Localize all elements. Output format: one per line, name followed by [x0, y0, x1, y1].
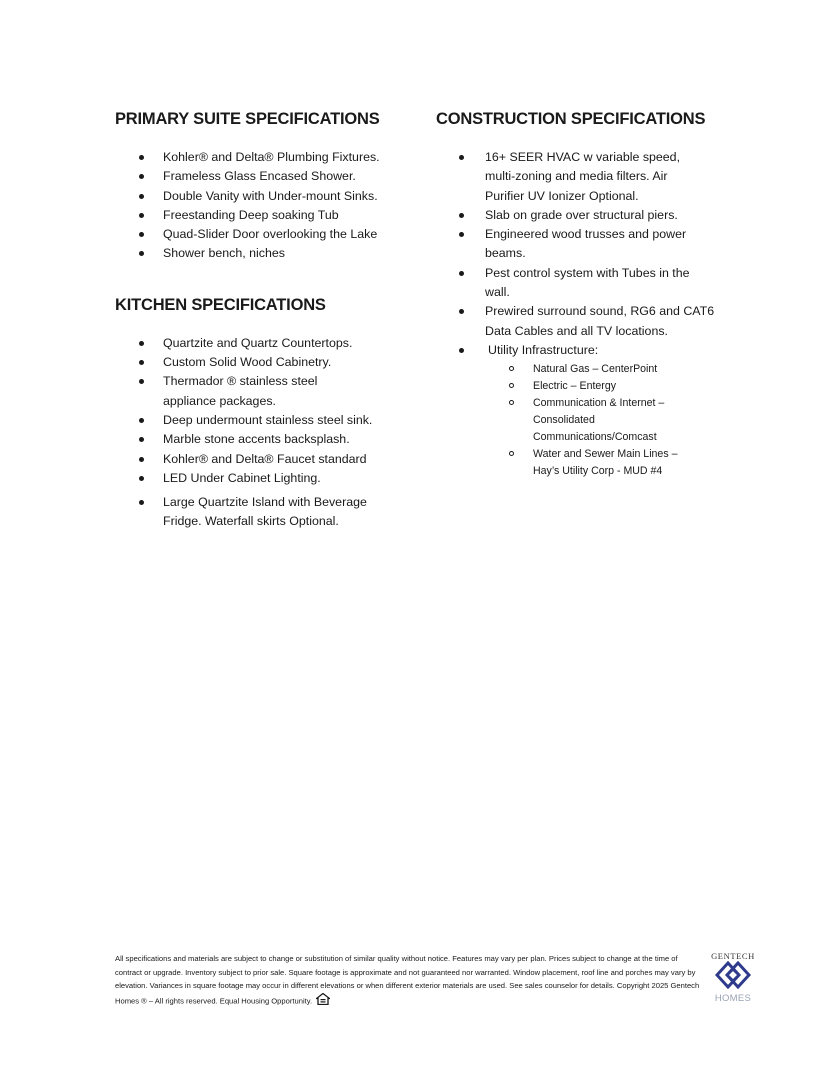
list-item: Quad-Slider Door overlooking the Lake [115, 225, 415, 244]
logo-diamond-icon [715, 961, 751, 989]
list-item: Frameless Glass Encased Shower. [115, 167, 415, 186]
list-item: Prewired surround sound, RG6 and CAT6 Data Cables and all TV locations. [436, 302, 715, 341]
list-item: Pest control system with Tubes in the wall. [436, 264, 700, 303]
list-item [436, 341, 726, 360]
hollow-bullet-icon [509, 366, 514, 371]
right-column [436, 110, 726, 480]
list-item: LED Under Cabinet Lighting. [115, 469, 415, 488]
kitchen-section [115, 296, 415, 532]
logo-text-top: GENTECH [711, 951, 755, 961]
list-item: Thermador ® stainless steel appliance packages. [115, 372, 373, 411]
list-item: Engineered wood trusses and power beams. [436, 225, 695, 264]
construction-list [436, 148, 726, 360]
primary-suite-list [115, 148, 415, 264]
list-item: Double Vanity with Under-mount Sinks. [115, 187, 415, 206]
hollow-bullet-icon [509, 400, 514, 405]
list-item: Electric – Entergy [436, 378, 726, 395]
construction-heading: CONSTRUCTION SPECIFICATIONS [436, 110, 706, 128]
hollow-bullet-icon [509, 451, 514, 456]
primary-suite-heading: PRIMARY SUITE SPECIFICATIONS [115, 110, 380, 128]
list-item: Freestanding Deep soaking Tub [115, 206, 415, 225]
construction-section [436, 110, 726, 480]
kitchen-heading: KITCHEN SPECIFICATIONS [115, 295, 326, 314]
hollow-bullet-icon [509, 383, 514, 388]
primary-suite-section [115, 110, 415, 264]
list-item: Shower bench, niches [115, 244, 415, 263]
list-item: Natural Gas – CenterPoint [436, 361, 726, 378]
list-item: Deep undermount stainless steel sink. [115, 411, 415, 430]
equal-housing-icon [316, 993, 330, 1010]
list-item: Kohler® and Delta® Plumbing Fixtures. [115, 148, 415, 167]
list-item: Large Quartzite Island with Beverage Fridge. Waterfall skirts Optional. [115, 493, 373, 532]
list-item: Quartzite and Quartz Countertops. [115, 334, 415, 353]
list-item: 16+ SEER HVAC w variable speed, multi-zoning and media filters. Air Purifier UV Ionizer Optional. [436, 148, 710, 206]
list-item: Marble stone accents backsplash. [115, 430, 415, 449]
list-item: Custom Solid Wood Cabinetry. [115, 353, 415, 372]
gentech-homes-logo [708, 951, 758, 1004]
footer-disclaimer [115, 952, 705, 1009]
list-item: Communication & Internet – Consolidated Communications/Comcast [436, 395, 683, 446]
list-item: Slab on grade over structural piers. [436, 206, 726, 225]
utility-infrastructure-label: Utility Infrastructure: [488, 342, 599, 357]
logo-text-bottom: HOMES [714, 993, 752, 1004]
left-column [115, 110, 415, 532]
kitchen-list [115, 334, 415, 532]
utilities-list [436, 361, 726, 480]
list-item: Water and Sewer Main Lines – Hay’s Utility Corp - MUD #4 [436, 446, 703, 480]
disclaimer-text: All specifications and materials are subject to change or substitution of similar quality without notice. Features may vary per plan. Prices subject to change at the time of contract or upgrade. Inventory subject to prior sale. Square footage is approximate and not guaranteed nor warranted. Window placement, roof line and porches may vary by elevation. Variances in square footage may occur in different elevations or when different exterior materials are used. See sales counselor for details. Copyright 2025 Gentech Homes ® – All rights reserved. Equal Housing Opportunity. [115, 954, 700, 1005]
list-item: Kohler® and Delta® Faucet standard [115, 450, 415, 469]
